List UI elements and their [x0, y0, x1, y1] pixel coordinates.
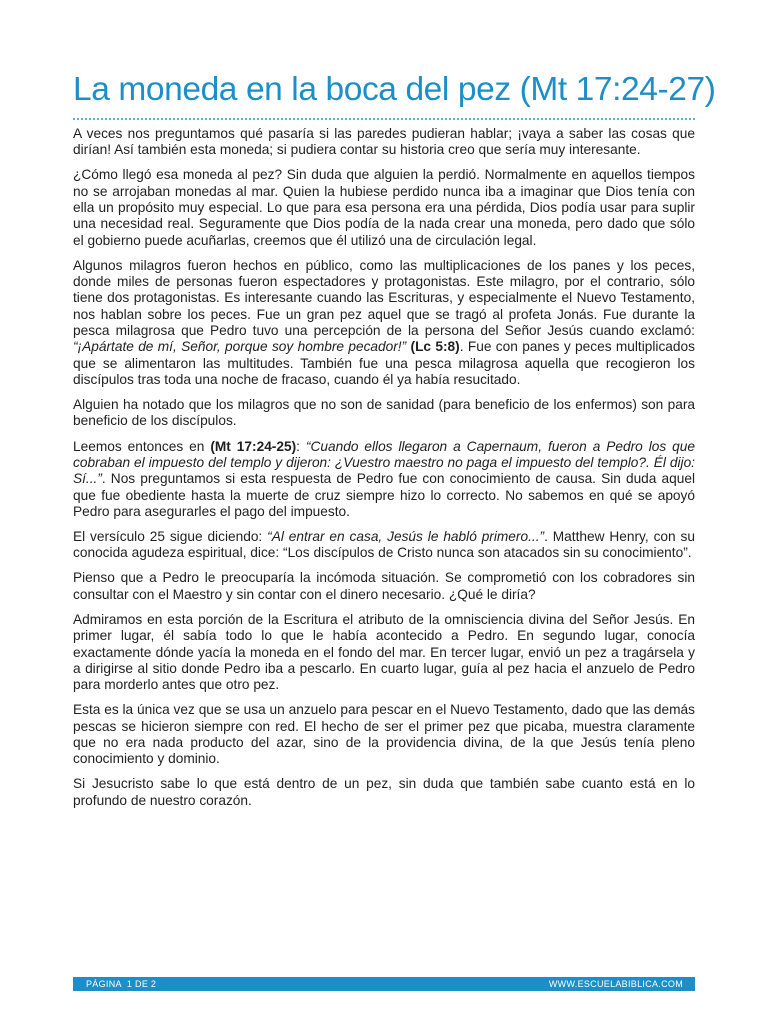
article-body	[73, 126, 695, 818]
paragraph-2: ¿Cómo llegó esa moneda al pez? Sin duda que alguien la perdió. Normalmente en aquellos tiempos no se arrojaban monedas al mar. Quien la hubiese perdido nunca iba a imaginar que Dios tenía con ella un propósito muy especial. Lo que para esa persona era una pérdida, Dios podía usar para suplir una necesidad real. Seguramente que Dios podía de la nada crear una moneda, pero dado que sólo el gobierno puede acuñarlas, creemos que él utilizó una de circulación legal.	[73, 167, 695, 248]
footer-bar	[73, 977, 695, 991]
paragraph-6-quote: “Al entrar en casa, Jesús le habló primero...”	[267, 528, 545, 544]
paragraph-3-reference: (Lc 5:8)	[410, 339, 460, 355]
title-dotted-divider	[73, 118, 695, 120]
page-title: La moneda en la boca del pez (Mt 17:24-27)	[73, 71, 716, 108]
paragraph-3	[73, 258, 695, 388]
paragraph-5-reference: (Mt 17:24-25)	[210, 438, 297, 454]
paragraph-6-text-a: El versículo 25 sigue diciendo:	[73, 528, 268, 544]
paragraph-5-colon: :	[296, 438, 306, 454]
paragraph-4: Alguien ha notado que los milagros que no son de sanidad (para beneficio de los enfermos) son para beneficio de los discípulos.	[73, 397, 695, 429]
paragraph-7: Pienso que a Pedro le preocuparía la incómoda situación. Se comprometió con los cobradores sin consultar con el Maestro y sin contar con el dinero necesario. ¿Qué le diría?	[73, 570, 695, 602]
paragraph-5-text-b: . Nos preguntamos si esta respuesta de Pedro fue con conocimiento de causa. Sin duda aquel que fue obediente hasta la muerte de cruz siempre hizo lo correcto. No sabemos en qué se apoyó Pedro para asegurarles el pago del impuesto.	[73, 471, 695, 519]
paragraph-6-text-b: . Matthew Henry, con su conocida agudeza espiritual, dice: “Los discípulos de Cristo nunca son atacados sin su conocimiento”.	[73, 528, 695, 561]
website-link[interactable]: WWW.ESCUELABIBLICA.COM	[548, 979, 683, 989]
paragraph-5-quote: “Cuando ellos llegaron a Capernaum, fueron a Pedro los que cobraban el impuesto del templo y dijeron: ¿Vuestro maestro no paga el impuesto del templo?. Él dijo: Sí...”	[73, 438, 696, 487]
paragraph-3-text-a: Algunos milagros fueron hechos en público, como las multiplicaciones de los panes y los peces, donde miles de personas fueron espectadores y protagonistas. Este milagro, por el contrario, sólo tiene dos protagonistas. Es interesante cuando las Escrituras, y especialmente el Nuevo Testamento, nos hablan sobre los peces. Fue un gran pez aquel que se tragó al profeta Jonás. Fue durante la pesca milagrosa que Pedro tuvo una percepción de la persona del Señor Jesús cuando exclamó:	[73, 257, 695, 339]
page-number: PÁGINA 1 DE 2	[86, 979, 157, 989]
paragraph-1: A veces nos preguntamos qué pasaría si las paredes pudieran hablar; ¡vaya a saber las cosas que dirían! Así también esta moneda; si pudiera contar su historia creo que sería muy interesante.	[73, 126, 695, 158]
paragraph-9: Esta es la única vez que se usa un anzuelo para pescar en el Nuevo Testamento, dado que las demás pescas se hicieron siempre con red. El hecho de ser el primer pez que picaba, muestra claramente que no era nada producto del azar, sino de la providencia divina, de la que Jesús tenía pleno conocimiento y dominio.	[73, 702, 695, 767]
paragraph-10: Si Jesucristo sabe lo que está dentro de un pez, sin duda que también sabe cuanto está en lo profundo de nuestro corazón.	[73, 776, 695, 808]
paragraph-6	[73, 529, 695, 562]
paragraph-3-text-b: . Fue con panes y peces multiplicados que se alimentaron las multitudes. También fue una pesca milagrosa aquella que recogieron los discípulos tras toda una noche de fracaso, cuando él ya había resucitado.	[73, 339, 695, 387]
paragraph-5-text-a: Leemos entonces en	[73, 438, 211, 454]
paragraph-8: Admiramos en esta porción de la Escritura el atributo de la omnisciencia divina del Señor Jesús. En primer lugar, él sabía todo lo que le había acontecido a Pedro. En segundo lugar, conocía exactamente dónde yacía la moneda en el fondo del mar. En tercer lugar, envió un pez a tragársela y a dirigirse al sitio donde Pedro iba a pescarlo. En cuarto lugar, guía al pez hacia el anzuelo de Pedro para morderlo antes que otro pez.	[73, 611, 695, 693]
paragraph-5	[73, 439, 695, 520]
paragraph-3-quote: “¡Apártate de mí, Señor, porque soy hombre pecador!”	[73, 339, 407, 355]
